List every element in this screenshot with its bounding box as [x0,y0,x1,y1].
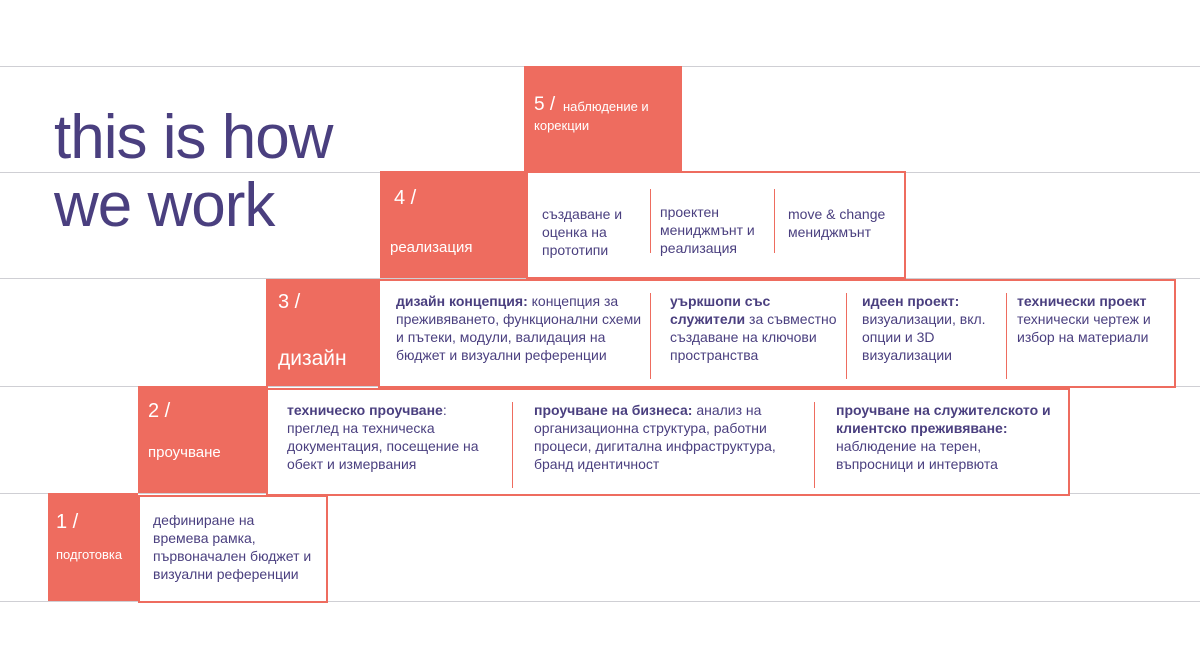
stage-1-number: 1 / [56,511,79,533]
title-line-1: this is how [54,103,333,172]
item-text: за съвместно създаване на ключови пространства [670,311,837,363]
stage-1-label: подготовка [56,547,123,562]
stage-1-panel [138,495,328,603]
stage-4-item [788,205,900,241]
stage-2-item [534,401,790,473]
stage-2-number: 2 / [148,400,171,422]
stage-3-item [862,292,1000,364]
item-text: създаване и оценка на прототипи [542,206,623,258]
stage-3-item [1017,292,1167,346]
item-heading: техническо проучване [287,402,443,418]
stage-4-label: реализация [390,239,473,256]
item-text: проектен мениджмънт и реализация [660,204,755,256]
item-text: : преглед на техническа документация, посещение на обект и измервания [287,402,479,472]
title-line-2: we work [54,171,275,240]
stage-5-number: 5 / [534,94,556,115]
stage-4-item [542,205,650,259]
stage-3-item [396,292,646,364]
item-text: технически чертеж и избор на материали [1017,311,1151,345]
stage-3-item [670,292,840,364]
item-heading: проучване на служителското и клиентско преживяване: [836,402,1051,436]
column-separator [774,189,775,253]
stage-2-label: проучване [148,444,221,461]
stage-4-panel [526,171,906,279]
stage-3-panel [378,279,1176,388]
item-text: move & change мениджмънт [788,206,886,240]
stage-4-number: 4 / [394,187,417,209]
item-text: концепция за преживяването, функционални схеми и пътеки, модули, валидация на бюджет и визуални референции [396,293,642,363]
column-separator [650,293,651,379]
stage-2-item [287,401,497,473]
item-text: анализ на организационна структура, работни процеси, дигитална инфраструктура, бранд идентичност [534,402,776,472]
stage-5-label: наблюдение и корекции [534,99,649,133]
column-separator [650,189,651,253]
item-heading: идеен проект: [862,293,960,309]
item-text: наблюдение на терен, въпросници и интервюта [836,438,998,472]
item-heading: уъркшопи със служители [670,293,771,327]
item-heading: технически проект [1017,293,1147,309]
stage-1-item [153,511,313,583]
column-separator [1006,293,1007,379]
column-separator [814,402,815,488]
stage-2-block [138,386,268,493]
stage-4-block [380,171,528,278]
item-heading: дизайн концепция: [396,293,528,309]
column-separator [846,293,847,379]
stage-4-item [660,203,772,257]
stage-3-number: 3 / [278,291,301,313]
stage-1-block [48,493,138,601]
stage-3-label: дизайн [278,347,347,370]
page-title [54,104,332,240]
stage-2-panel [266,388,1070,496]
item-text: визуализации, вкл. опции и 3D визуализации [862,311,986,363]
stage-2-item [836,401,1054,473]
item-text: дефиниране на времева рамка, първоначален бюджет и визуални референции [153,512,312,582]
column-separator [512,402,513,488]
stage-5-block [524,66,682,172]
item-heading: проучване на бизнеса: [534,402,693,418]
stage-3-block [266,279,380,386]
